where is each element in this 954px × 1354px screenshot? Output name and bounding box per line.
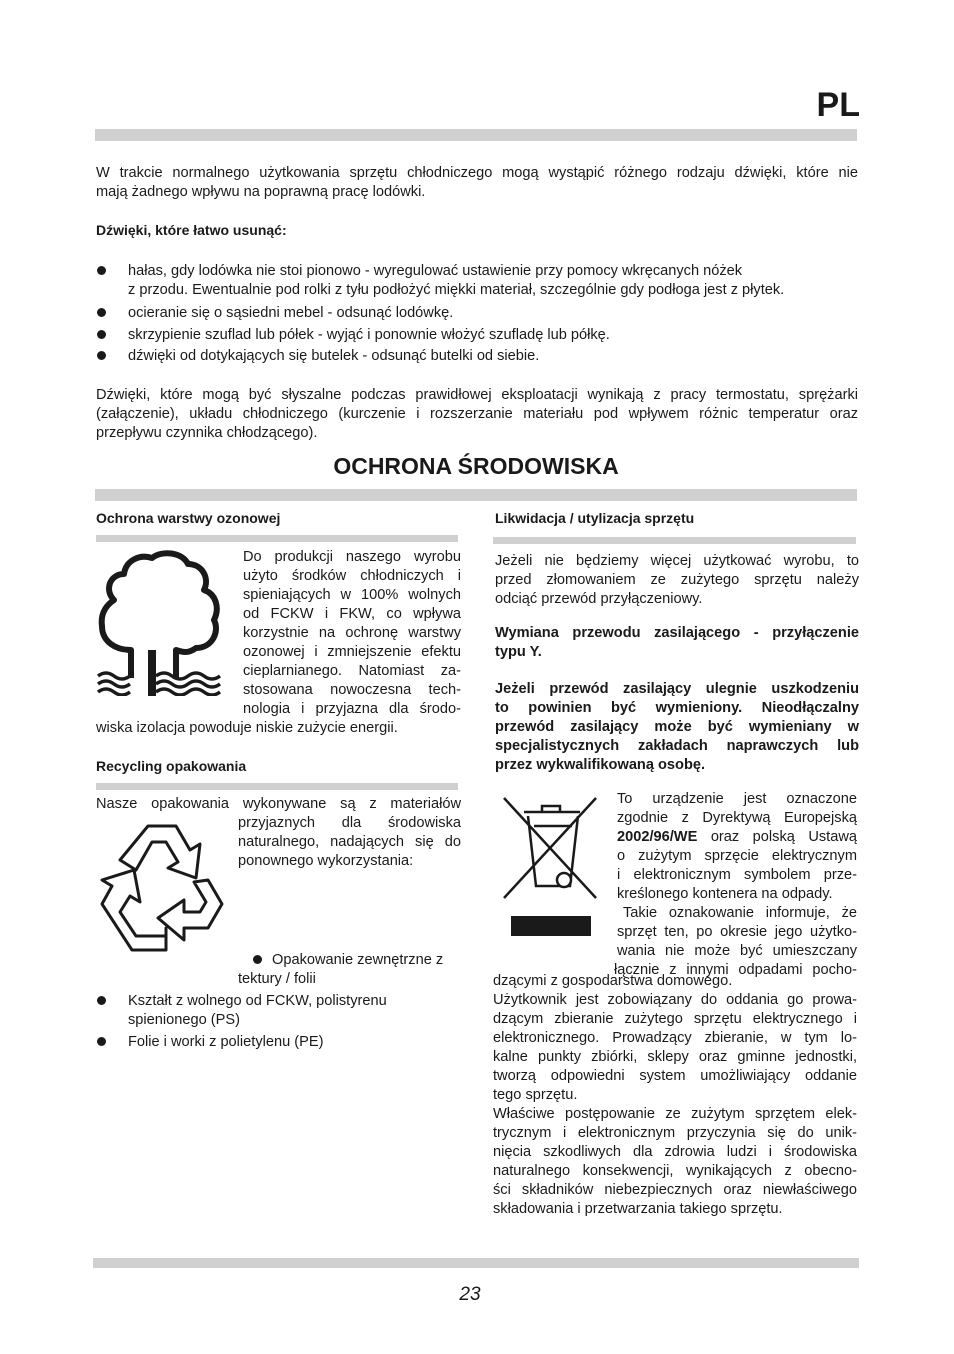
ozone-last-line: wiska izolacja powoduje niskie zużycie energii. <box>96 720 398 736</box>
summary-line: Dźwięki, które mogą być słyszalne podczas prawidłowej eksploatacji wynikają z pracy termostatu, sprężarki <box>96 387 858 403</box>
ozone-line: spieniających w 100% wolnych <box>243 587 461 603</box>
sounds-heading: Dźwięki, które łatwo usunąć: <box>96 222 287 238</box>
bullet-icon <box>97 266 106 275</box>
bullet-icon <box>97 308 106 317</box>
recycle-icon <box>96 820 226 954</box>
footer-divider <box>93 1258 859 1268</box>
column-divider <box>493 537 856 544</box>
details-line: kalne punkty zbiórki, sklepy oraz gminne jednostki, <box>493 1049 857 1065</box>
list-item <box>128 262 858 300</box>
intro-line: W trakcie normalnego użytkowania sprzętu chłodniczego mogą wystąpić różnego rodzaju dźwięki, które nie <box>96 165 858 181</box>
summary-line: (załączenie), układu chłodniczego (kurczenie i rozszerzanie materiału pod wpływem różnic temperatur oraz <box>96 406 858 422</box>
details-line: nięcia szkodliwych dla zdrowia ludzi i środowiska <box>493 1144 857 1160</box>
recycling-text <box>238 814 461 871</box>
list-item: skrzypienie szuflad lub półek - wyjąć i ponownie włożyć szufladę lub półkę. <box>128 327 610 343</box>
cable-text <box>495 680 859 775</box>
list-item <box>128 992 387 1030</box>
intro-paragraph <box>96 164 858 202</box>
ozone-line: nologia i przyjazna dla środo- <box>243 701 461 717</box>
list-item-text: tektury / folii <box>238 971 316 987</box>
cable-heading-line: Wymiana przewodu zasilającego - przyłączenie <box>495 625 859 641</box>
language-code: PL <box>816 86 860 124</box>
cable-heading-line: typu Y. <box>495 644 542 660</box>
bullet-icon <box>97 1037 106 1046</box>
cable-heading <box>495 624 859 662</box>
summary-line: przepływu czynnika chłodzącego). <box>96 425 318 441</box>
cable-line: specjalistycznych zakładach naprawczych lub <box>495 738 859 754</box>
section-divider <box>95 489 857 501</box>
weee-line: łącznie z innymi odpadami pocho- <box>614 962 857 978</box>
weee-line: wania nie może być umieszczany <box>617 943 857 959</box>
weee-line: o zużytym sprzęcie elektrycznym <box>617 848 857 864</box>
details-line: Właściwe postępowanie ze zużytym sprzętem elek- <box>493 1106 857 1122</box>
section-title: OCHRONA ŚRODOWISKA <box>333 453 619 479</box>
bullet-icon <box>97 996 106 1005</box>
cable-line: to powinien być wymieniony. Nieodłączalny <box>495 700 859 716</box>
disposal-line: odciąć przewód przyłączeniowy. <box>495 591 703 607</box>
details-line: Użytkownik jest zobowiązany do oddania go prowa- <box>493 992 857 1008</box>
weee-line: zgodnie z Dyrektywą Europejską <box>617 810 857 826</box>
sounds-summary <box>96 386 858 443</box>
details-line: dzącym zbieranie zużytego sprzętu elektrycznego i <box>493 1011 857 1027</box>
list-item: ocieranie się o sąsiedni mebel - odsunąć lodówkę. <box>128 305 454 321</box>
weee-line: i elektronicznym symbolem prze- <box>617 867 857 883</box>
disposal-line: przed złomowaniem ze zużytego sprzętu należy <box>495 572 859 588</box>
tree-icon <box>96 550 226 696</box>
disposal-line: Jeżeli nie będziemy więcej użytkować wyrobu, to <box>495 553 859 569</box>
ozone-line: ozonowej i zmniejszenie efektu <box>243 644 461 660</box>
recycling-line: przyjaznych dla środowiska <box>238 815 461 831</box>
list-item: dźwięki od dotykających się butelek - odsunąć butelki od siebie. <box>128 348 540 364</box>
ozone-line: korzystnie na ochronę warstwy <box>243 625 461 641</box>
list-item-text: Kształt z wolnego od FCKW, polistyrenu <box>128 993 387 1009</box>
recycling-line: ponownego wykorzystania: <box>238 853 414 869</box>
page-number: 23 <box>459 1284 481 1305</box>
details-line: tego sprzętu. <box>493 1087 578 1103</box>
weee-line: sprzęt ten, po okresie jego użytko- <box>617 924 857 940</box>
ozone-line: cieplarnianego. Natomiast za- <box>243 663 461 679</box>
ozone-line: Do produkcji naszego wyrobu <box>243 549 461 565</box>
intro-line: mają żadnego wpływu na poprawną pracę lodówki. <box>96 184 426 200</box>
ozone-line: od FCKW i FKW, co wpływa <box>243 606 461 622</box>
header-divider <box>95 129 857 141</box>
ozone-text <box>243 548 461 719</box>
weee-line-rest: oraz polską Ustawą <box>710 829 857 845</box>
bullet-icon <box>97 330 106 339</box>
details-line: elektronicznego. Prowadzący zbieranie, w tym lo- <box>493 1030 857 1046</box>
bullet-icon <box>97 351 106 360</box>
disposal-details <box>493 972 857 1219</box>
weee-line <box>617 828 857 847</box>
details-line: tworzą odpowiedni system umożliwiający oddanie <box>493 1068 857 1084</box>
cable-line: Jeżeli przewód zasilający ulegnie uszkodzeniu <box>495 681 859 697</box>
ozone-line: stosowana nowoczesna tech- <box>243 682 461 698</box>
disposal-intro <box>495 552 859 609</box>
column-divider <box>96 783 458 790</box>
weee-text <box>614 790 857 980</box>
cable-line: przewód zasilający może być wymieniany w <box>495 719 859 735</box>
directive-number: 2002/96/WE <box>617 829 698 845</box>
details-line: dzącymi z gospodarstwa domowego. <box>493 973 733 989</box>
ozone-heading: Ochrona warstwy ozonowej <box>96 510 281 526</box>
details-line: ści składników niebezpiecznych oraz niewłaściwego <box>493 1182 857 1198</box>
list-item-text: Folie i worki z polietylenu (PE) <box>128 1034 324 1050</box>
recycling-line: naturalnego, nadających się do <box>238 834 461 850</box>
list-item-text: Opakowanie zewnętrzne z <box>272 952 444 968</box>
weee-line: To urządzenie jest oznaczone <box>617 791 857 807</box>
details-line: trycznym i elektronicznym przyczynia się do unik- <box>493 1125 857 1141</box>
column-divider <box>96 535 458 542</box>
bullet-icon <box>253 955 262 964</box>
disposal-heading: Likwidacja / utylizacja sprzętu <box>495 510 695 526</box>
list-item-text: z przodu. Ewentualnie pod rolki z tyłu podłożyć miękki materiał, szczególnie gdy podłoga jest z płytek. <box>128 282 785 298</box>
recycling-heading: Recycling opakowania <box>96 758 247 774</box>
ozone-line: użyto środków chłodniczych i <box>243 568 461 584</box>
list-item-text: spienionego (PS) <box>128 1012 240 1028</box>
weee-line: kreślonego kontenera na odpady. <box>617 886 833 902</box>
recycling-first-line: Nasze opakowania wykonywane są z materiałów <box>96 796 461 812</box>
cable-line: przez wykwalifikowaną osobę. <box>495 757 706 773</box>
weee-line: Takie oznakowanie informuje, że <box>623 905 857 921</box>
details-line: składowania i przetwarzania takiego sprzętu. <box>493 1201 783 1217</box>
crossed-bin-icon <box>500 794 600 940</box>
details-line: naturalnego konsekwencji, wynikających z obecno- <box>493 1163 857 1179</box>
list-item-text: hałas, gdy lodówka nie stoi pionowo - wyregulować ustawienie przy pomocy wkręcanych nóżek <box>128 263 743 279</box>
